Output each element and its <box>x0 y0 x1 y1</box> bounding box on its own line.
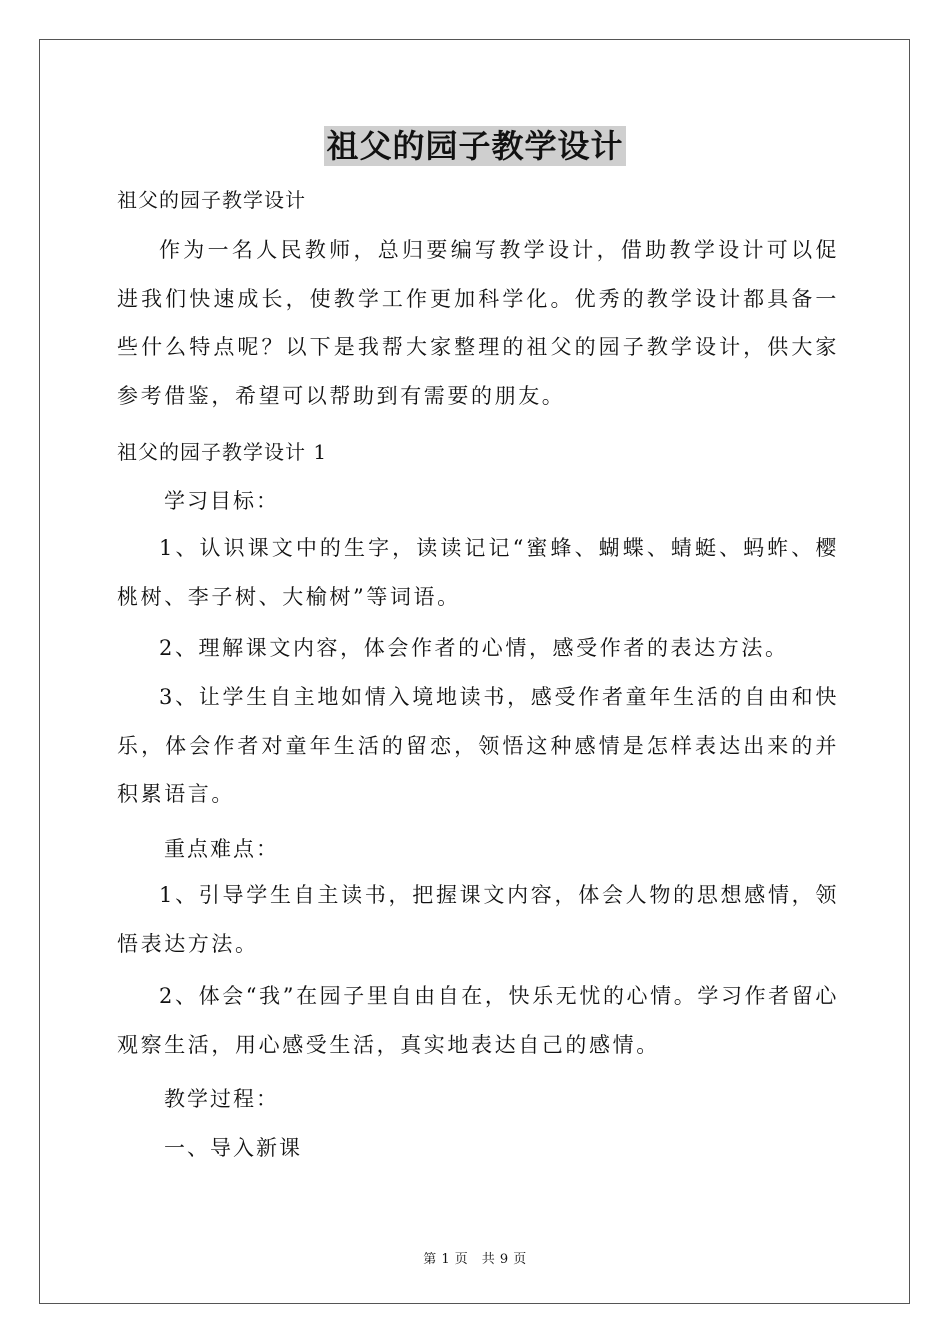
document-title: 祖父的园子教学设计 <box>326 127 624 165</box>
section-heading-1: 祖父的园子教学设计 1 <box>117 440 328 464</box>
goal-3: 3、让学生自主地如情入境地读书，感受作者童年生活的自由和快乐，体会作者对童年生活的留恋，领悟这种感情是怎样表达出来的并积累语言。 <box>117 685 839 806</box>
goal-1: 1、认识课文中的生字，读读记记“蜜蜂、蝴蝶、蜻蜓、蚂蚱、樱桃树、李子树、大榆树”等词语。 <box>117 536 839 609</box>
key-point-1: 1、引导学生自主读书，把握课文内容，体会人物的思想感情，领悟表达方法。 <box>117 883 839 956</box>
title-wrap <box>0 126 950 166</box>
intro-paragraph: 作为一名人民教师，总归要编写教学设计，借助教学设计可以促进我们快速成长，使教学工作更加科学化。优秀的教学设计都具备一些什么特点呢？以下是我帮大家整理的祖父的园子教学设计，供大家参考借鉴，希望可以帮助到有需要的朋友。 <box>117 238 839 408</box>
step-1: 一、导入新课 <box>164 1136 302 1160</box>
key-points-label: 重点难点： <box>164 837 279 861</box>
goal-2: 2、理解课文内容，体会作者的心情，感受作者的表达方法。 <box>159 636 789 660</box>
page-footer: 第 1 页 共 9 页 <box>423 1252 527 1267</box>
goals-label: 学习目标： <box>164 489 279 513</box>
key-point-2: 2、体会“我”在园子里自由自在，快乐无忧的心情。学习作者留心观察生活，用心感受生活，真实地表达自己的感情。 <box>117 984 839 1057</box>
process-label: 教学过程： <box>164 1087 279 1111</box>
document-subtitle: 祖父的园子教学设计 <box>117 188 306 212</box>
